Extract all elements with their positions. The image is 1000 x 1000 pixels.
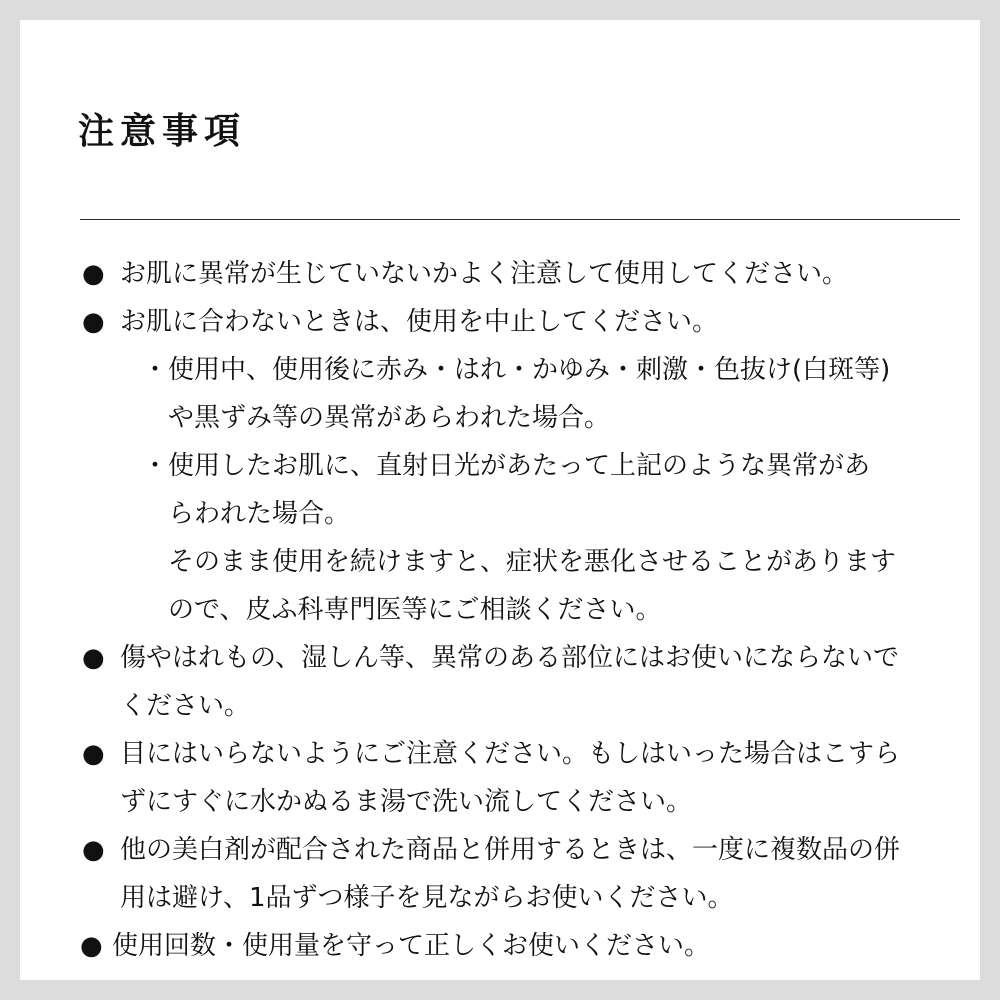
bullet-icon: ● xyxy=(82,739,105,769)
bullet-icon: ● xyxy=(82,259,105,289)
precaution-item-5 xyxy=(82,826,968,922)
subitem-text: らわれた場合。 xyxy=(168,499,351,529)
item-text: 用は避け、1品ずつ様子を見ながらお使いください。 xyxy=(120,883,734,913)
item-text: ずにすぐに水かぬるま湯で洗い流してください。 xyxy=(120,787,693,817)
title-divider xyxy=(80,219,960,220)
sub-bullet-icon: ・ xyxy=(142,355,169,385)
bullet-icon: ● xyxy=(82,835,105,865)
item-text: お肌に異常が生じていないかよく注意して使用してください。 xyxy=(120,259,849,289)
precaution-subitem-1 xyxy=(82,346,968,442)
subitem-text: や黒ずみ等の異常があらわれた場合。 xyxy=(168,403,611,433)
bullet-icon: ● xyxy=(82,307,105,337)
item-text: 他の美白剤が配合された商品と併用するときは、一度に複数品の併 xyxy=(120,835,901,865)
precaution-item-2 xyxy=(82,298,968,346)
item-text: 傷やはれもの、湿しん等、異常のある部位にはお使いにならないで xyxy=(120,643,899,673)
precaution-item-1 xyxy=(82,250,968,298)
precaution-item-4 xyxy=(82,730,968,826)
precautions-list xyxy=(82,250,968,970)
precaution-item-3 xyxy=(82,634,968,730)
note-text: ので、皮ふ科専門医等にご相談ください。 xyxy=(168,595,662,625)
precaution-subitem-2 xyxy=(82,442,968,538)
consult-note xyxy=(82,538,968,634)
note-text: そのまま使用を続けますと、症状を悪化させることがあります xyxy=(168,547,897,577)
bullet-icon: ● xyxy=(82,643,105,673)
item-text: 目にはいらないようにご注意ください。もしはいった場合はこすら xyxy=(120,739,901,769)
item-text: ください。 xyxy=(120,691,251,721)
subitem-text: 使用したお肌に、直射日光があたって上記のような異常があ xyxy=(168,451,871,481)
page-title: 注意事項 xyxy=(78,111,247,152)
subitem-text: 使用中、使用後に赤み・はれ・かゆみ・刺激・色抜け(白斑等) xyxy=(168,355,891,385)
item-text: お肌に合わないときは、使用を中止してください。 xyxy=(120,307,719,337)
item-text: 使用回数・使用量を守って正しくお使いください。 xyxy=(112,931,711,961)
sub-bullet-icon: ・ xyxy=(142,451,169,481)
bullet-icon: ● xyxy=(80,931,103,961)
precaution-item-6 xyxy=(82,922,968,970)
